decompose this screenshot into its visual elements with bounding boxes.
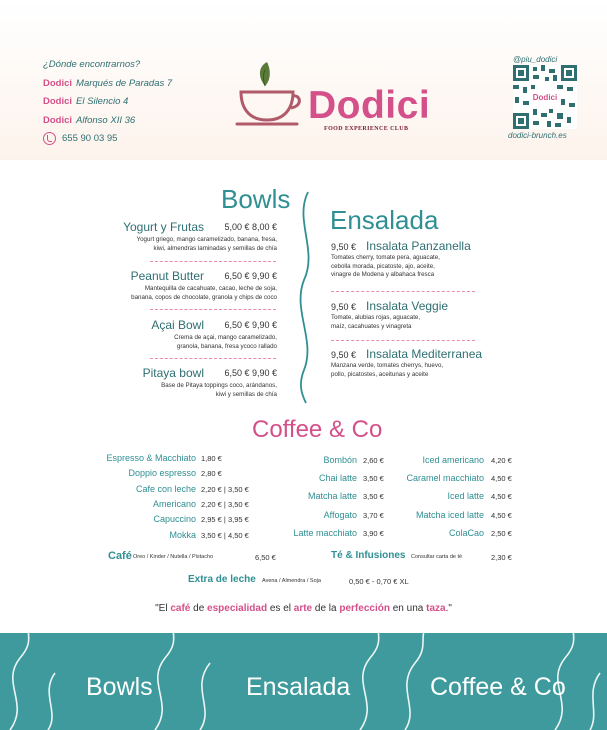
- coffee-item-price: 2,80 €: [201, 469, 222, 478]
- bowl-name: Pitaya bowl: [142, 366, 204, 380]
- coffee-item-name: Cafe con leche: [135, 484, 196, 494]
- coffee-item-price: 2,95 € | 3,95 €: [201, 515, 249, 524]
- quote-highlight: arte: [293, 603, 313, 614]
- bowl-prices: 6,50 € 9,90 €: [224, 320, 277, 330]
- bowl-description: [77, 334, 277, 351]
- location-3: [43, 112, 172, 131]
- coffee-item-name: Espresso & Macchiato: [106, 453, 196, 463]
- desc-line: Base de Pitaya toppings coco, arándanos,: [161, 382, 277, 389]
- location-1: [43, 75, 172, 94]
- salad-description: [331, 254, 531, 280]
- desc-line: cebolla morada, picatoste, ajo, aceite,: [331, 262, 435, 270]
- te-note: Consultar carta de té: [411, 554, 463, 560]
- divider: [150, 261, 276, 262]
- desc-line: Yogurt griego, mango caramelizado, banana, fresa,: [136, 236, 277, 243]
- coffee-item-price: 4,50 €: [491, 511, 512, 520]
- desc-line: granola, banana, fresa ycoco rallado: [176, 342, 277, 350]
- quote-text: "El: [155, 603, 171, 614]
- te-price: 2,30 €: [491, 553, 512, 562]
- divider: [150, 309, 276, 310]
- coffee-item-name: Matcha iced latte: [415, 510, 484, 520]
- phone-number: 655 90 03 95: [62, 133, 118, 144]
- te-label: Té & Infusiones: [331, 550, 406, 561]
- salad-name: Insalata Veggie: [366, 299, 449, 313]
- coffee-item-price: 2,50 €: [491, 529, 512, 538]
- bowls-title: Bowls: [221, 184, 291, 214]
- coffee-item-price: 2,20 € | 3,50 €: [201, 485, 249, 494]
- desc-line: kiwi, almendras laminadas y semillas de chía: [153, 244, 277, 252]
- coffee-item-price: 4,50 €: [491, 474, 512, 483]
- where-title: ¿Dónde encontrarnos?: [43, 59, 141, 70]
- quote-text: en una: [389, 603, 427, 614]
- desc-line: vinagre de Modena y albahaca fresca: [331, 271, 435, 279]
- ensalada-title: Ensalada: [330, 205, 439, 235]
- quote-text: .": [445, 603, 452, 614]
- coffee-item-name: Doppio espresso: [128, 468, 196, 478]
- cafe-label: Café: [108, 550, 132, 562]
- coffee-cup-icon: [235, 62, 305, 130]
- coffee-item-price: 2,60 €: [363, 456, 384, 465]
- quote-highlight: especialidad: [207, 603, 268, 614]
- desc-line: banana, copos de chocolate, granola y chips de coco: [131, 293, 277, 301]
- divider: [331, 340, 475, 341]
- salad-name: Insalata Mediterranea: [366, 347, 483, 361]
- instagram-handle[interactable]: @piu_dodici: [513, 55, 558, 64]
- coffee-item-price: 3,90 €: [363, 529, 384, 538]
- desc-line: kiwi y semillas de chía: [215, 390, 277, 398]
- bowl-name: Yogurt y Frutas: [123, 220, 204, 234]
- coffee-item-price: 3,50 € | 4,50 €: [201, 531, 249, 540]
- quote-text: es el: [267, 603, 294, 614]
- location-address: Alfonso XII 36: [76, 114, 136, 126]
- location-brand: Dodici: [43, 96, 73, 107]
- locations-block: [43, 56, 172, 149]
- extra-options: Avena / Almendra / Soja: [262, 578, 321, 584]
- quote-highlight: café: [170, 603, 191, 614]
- coffee-title: Coffee & Co: [252, 416, 383, 443]
- desc-line: Tomate, alubias rojas, aguacate,: [331, 314, 421, 321]
- salad-description: [331, 362, 531, 379]
- coffee-item-name: Capuccino: [153, 514, 196, 524]
- cafe-price: 6,50 €: [255, 553, 276, 562]
- divider: [150, 358, 276, 359]
- quote-text: de la: [312, 603, 340, 614]
- bowl-prices: 6,50 € 9,90 €: [224, 271, 277, 281]
- logo-name: Dodici: [308, 84, 431, 127]
- coffee-item-price: 3,70 €: [363, 511, 384, 520]
- coffee-item-price: 3,50 €: [363, 492, 384, 501]
- coffee-item-price: 3,50 €: [363, 474, 384, 483]
- salad-name: Insalata Panzanella: [366, 239, 471, 253]
- quote-highlight: taza: [426, 603, 446, 614]
- bowl-name: Açai Bowl: [151, 318, 204, 332]
- desc-line: Mantequilla de cacahuate, cacao, leche de soja,: [144, 285, 277, 292]
- coffee-item-name: Iced americano: [422, 455, 484, 465]
- coffee-item-price: 2,20 € | 3,50 €: [201, 500, 249, 509]
- bowl-description: [77, 382, 277, 399]
- wavy-divider: [290, 190, 320, 405]
- divider: [331, 291, 475, 292]
- coffee-item-name: Caramel macchiato: [406, 473, 484, 483]
- desc-line: pollo, picatostes, aceitunas y aceite: [331, 370, 429, 378]
- coffee-item-name: ColaCao: [448, 528, 484, 538]
- bowl-description: [47, 236, 277, 253]
- location-address: Marqués de Paradas 7: [76, 77, 173, 89]
- desc-line: Manzana verde, tomates cherrys, huevo,: [331, 362, 444, 369]
- tagline-quote: [0, 603, 607, 614]
- phone-row[interactable]: [43, 130, 172, 149]
- coffee-item-name: Affogato: [323, 510, 357, 520]
- coffee-item-price: 1,80 €: [201, 454, 222, 463]
- coffee-item-name: Mokka: [169, 530, 196, 540]
- coffee-item-price: 4,50 €: [491, 492, 512, 501]
- salad-price: 9,50 €: [331, 242, 357, 252]
- qr-label: Dodici: [532, 93, 558, 102]
- location-2: [43, 93, 172, 112]
- quote-text: de: [190, 603, 208, 614]
- quote-highlight: perfección: [339, 603, 390, 614]
- cafe-options: Oreo / Kinder / Nutella / Pistacho: [133, 554, 214, 560]
- location-address: El Silencio 4: [76, 96, 129, 107]
- desc-line: Tomates cherry, tomate pera, aguacate,: [331, 254, 440, 261]
- coffee-item-name: Iced latte: [447, 491, 484, 501]
- location-brand: Dodici: [43, 114, 73, 126]
- footer-banner: [0, 633, 607, 730]
- footer-label-ensalada: Ensalada: [246, 673, 351, 701]
- desc-line: Crema de açai, mango caramelizado,: [174, 334, 277, 341]
- coffee-item-name: Chai latte: [318, 473, 357, 483]
- salad-price: 9,50 €: [331, 350, 357, 360]
- bowl-name: Peanut Butter: [130, 269, 204, 283]
- location-brand: Dodici: [43, 77, 73, 89]
- extra-price: 0,50 € - 0,70 € XL: [349, 577, 409, 586]
- website-link[interactable]: dodici-brunch.es: [508, 131, 567, 140]
- coffee-item-name: Latte macchiato: [293, 528, 357, 538]
- bowl-prices: 5,00 € 8,00 €: [224, 222, 277, 232]
- salad-price: 9,50 €: [331, 302, 357, 312]
- bowl-prices: 6,50 € 9,90 €: [224, 368, 277, 378]
- bowl-description: [37, 285, 277, 302]
- qr-code-icon[interactable]: [513, 65, 577, 129]
- phone-icon: [43, 132, 56, 145]
- footer-label-coffee: Coffee & Co: [430, 673, 566, 701]
- coffee-item-name: Matcha latte: [307, 491, 357, 501]
- logo-subtitle: FOOD EXPERIENCE CLUB: [324, 126, 409, 132]
- coffee-item-name: Bombón: [323, 455, 357, 465]
- coffee-item-price: 4,20 €: [491, 456, 512, 465]
- coffee-item-name: Americano: [152, 499, 196, 509]
- extra-label: Extra de leche: [188, 574, 256, 585]
- salad-description: [331, 314, 531, 331]
- footer-label-bowls: Bowls: [86, 673, 153, 701]
- desc-line: maíz, cacahuates y vinagreta: [331, 322, 412, 330]
